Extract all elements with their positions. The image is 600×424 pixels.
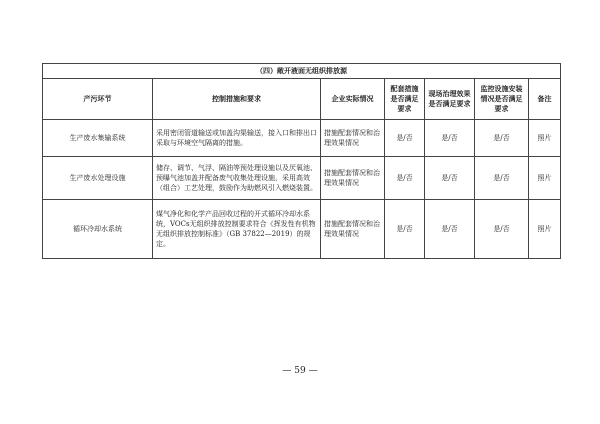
table-row bbox=[43, 157, 561, 200]
section-title: （四）敞开液面无组织排放源 bbox=[43, 64, 561, 79]
cell-onsite: 是/否 bbox=[425, 200, 475, 259]
header-actual: 企业实际情况 bbox=[321, 79, 385, 120]
header-stage: 产污环节 bbox=[43, 79, 153, 120]
cell-remark: 照片 bbox=[529, 200, 561, 259]
cell-measures: 储存、调节、气浮、隔油等预处理设施以及厌氧池、预曝气池加盖并配备废气收集处理设施，采用高效（组合）工艺处理，鼓励作为助燃风引入燃烧装置。 bbox=[153, 157, 321, 200]
cell-monitor: 是/否 bbox=[475, 120, 529, 157]
cell-remark: 照片 bbox=[529, 120, 561, 157]
cell-stage: 生产废水集输系统 bbox=[43, 120, 153, 157]
cell-measures: 煤气净化和化学产品回收过程的开式循环冷却水系统，VOCs无组织排放控制要求符合《挥发性有机物无组织排放控制标准》（GB 37822—2019）的规定。 bbox=[153, 200, 321, 259]
header-meets: 配套措施是否满足要求 bbox=[385, 79, 425, 120]
cell-meets: 是/否 bbox=[385, 120, 425, 157]
cell-actual: 措施配套情况和治理效果情况 bbox=[321, 200, 385, 259]
page-number: — 59 — bbox=[282, 366, 318, 376]
header-measures: 控制措施和要求 bbox=[153, 79, 321, 120]
header-remark: 备注 bbox=[529, 79, 561, 120]
cell-remark: 照片 bbox=[529, 157, 561, 200]
cell-actual: 措施配套情况和治理效果情况 bbox=[321, 157, 385, 200]
table-row bbox=[43, 120, 561, 157]
cell-monitor: 是/否 bbox=[475, 200, 529, 259]
header-monitor: 监控设施安装情况是否满足要求 bbox=[475, 79, 529, 120]
table-row bbox=[43, 200, 561, 259]
cell-meets: 是/否 bbox=[385, 200, 425, 259]
table-header-row bbox=[43, 79, 561, 120]
cell-onsite: 是/否 bbox=[425, 120, 475, 157]
cell-stage: 循环冷却水系统 bbox=[43, 200, 153, 259]
header-onsite: 现场治理效果是否满足要求 bbox=[425, 79, 475, 120]
cell-monitor: 是/否 bbox=[475, 157, 529, 200]
cell-measures: 采用密闭管道输送或加盖沟渠输送，接入口和排出口采取与环境空气隔离的措施。 bbox=[153, 120, 321, 157]
cell-actual: 措施配套情况和治理效果情况 bbox=[321, 120, 385, 157]
cell-meets: 是/否 bbox=[385, 157, 425, 200]
cell-onsite: 是/否 bbox=[425, 157, 475, 200]
emission-source-table bbox=[42, 63, 561, 259]
emission-table-container bbox=[42, 63, 560, 259]
cell-stage: 生产废水处理设施 bbox=[43, 157, 153, 200]
